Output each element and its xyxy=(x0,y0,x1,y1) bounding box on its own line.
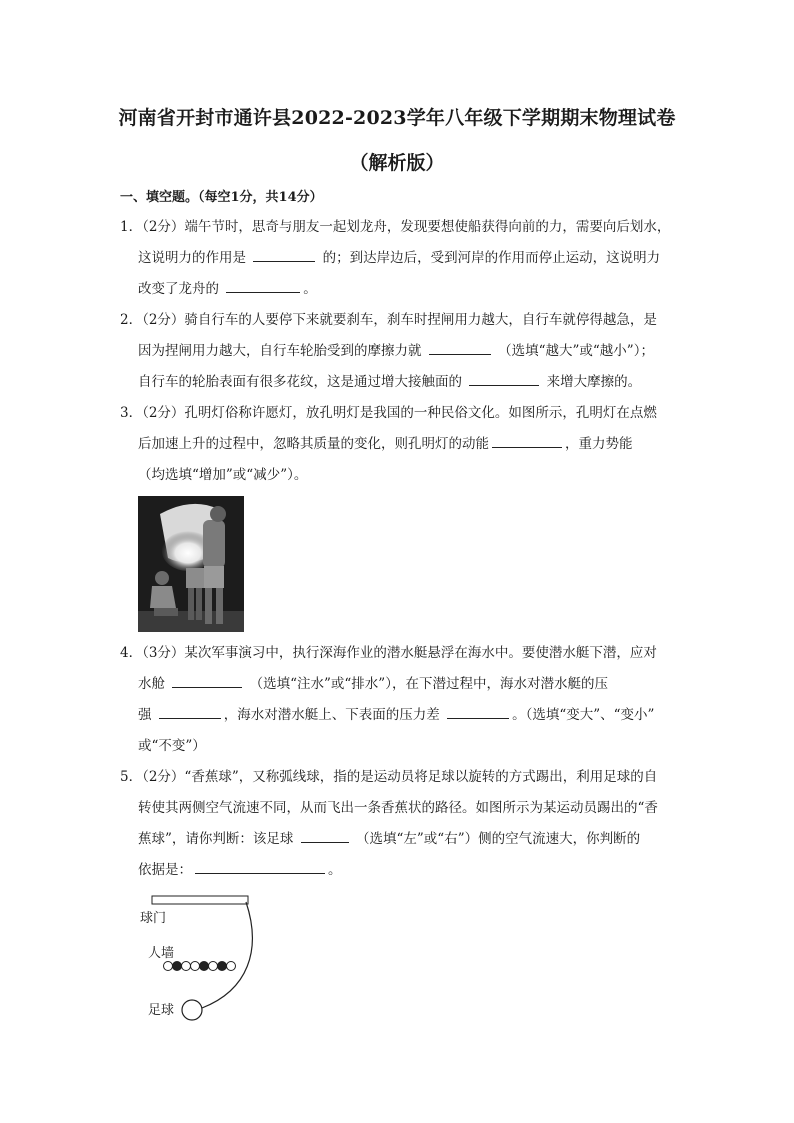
answer-blank[interactable] xyxy=(226,279,300,293)
question-text: 来增大摩擦的。 xyxy=(546,374,642,390)
page-title: 河南省开封市通许县2022-2023学年八年级下学期期末物理试卷 xyxy=(118,107,676,129)
answer-blank[interactable] xyxy=(469,372,539,386)
question-text: 的；到达岸边后，受到河岸的作用而停止运动，这说明力 xyxy=(322,250,661,266)
question-4 xyxy=(120,638,680,762)
question-text: 转使其两侧空气流速不同，从而飞出一条香蕉状的路径。如图所示为某运动员踢出的“香 xyxy=(138,800,658,816)
answer-blank[interactable] xyxy=(253,248,315,262)
ball-trajectory xyxy=(202,902,252,1008)
answer-blank[interactable] xyxy=(172,674,242,688)
question-text: （选填“越大”或“越小”）； xyxy=(498,343,654,359)
question-text: 。（选填“变大”、“变小” xyxy=(512,707,655,723)
question-text: 4．（3分）某次军事演习中，执行深海作业的潜水艇悬浮在海水中。要使潜水艇下潜，应对 xyxy=(120,645,657,661)
question-text: 依据是： xyxy=(138,862,192,878)
answer-blank[interactable] xyxy=(429,341,491,355)
question-text: 这说明力的作用是 xyxy=(138,250,246,266)
section-heading: 一、填空题。（每空1分，共14分） xyxy=(120,190,323,205)
question-2 xyxy=(120,305,680,398)
football-icon xyxy=(182,1000,202,1020)
question-text: ，海水对潜水艇上、下表面的压力差 xyxy=(223,707,440,723)
question-text: （选填“左”或“右”）侧的空气流速大，你判断的 xyxy=(356,831,641,847)
answer-blank[interactable] xyxy=(195,860,325,874)
question-5 xyxy=(120,762,680,886)
answer-blank[interactable] xyxy=(159,705,221,719)
question-text: 自行车的轮胎表面有很多花纹，这是通过增大接触面的 xyxy=(138,374,462,390)
question-text: （均选填“增加”或“减少”）。 xyxy=(138,467,308,483)
question-text: 因为捏闸用力越大，自行车轮胎受到的摩擦力就 xyxy=(138,343,422,359)
answer-blank[interactable] xyxy=(301,829,349,843)
goal-shape xyxy=(152,896,248,904)
question-text: （选填“注水”或“排水”），在下潜过程中，海水对潜水艇的压 xyxy=(249,676,608,692)
answer-blank[interactable] xyxy=(492,434,562,448)
question-text: 5．（2分）“香蕉球”，又称弧线球，指的是运动员将足球以旋转的方式踢出，利用足球的自 xyxy=(120,769,658,785)
question-text: 或“不变”） xyxy=(138,738,206,754)
human-wall xyxy=(164,962,236,971)
question-text: 水舱 xyxy=(138,676,165,692)
question-text: 后加速上升的过程中，忽略其质量的变化，则孔明灯的动能 xyxy=(138,436,489,452)
page-subtitle: （解析版） xyxy=(349,152,445,174)
wall-label: 人墙 xyxy=(148,946,175,961)
question-text: 强 xyxy=(138,707,152,723)
question-text: 蕉球”，请你判断：该足球 xyxy=(138,831,294,847)
banana-kick-diagram xyxy=(130,890,270,1030)
sky-lantern-image xyxy=(138,496,244,632)
question-text: 2．（2分）骑自行车的人要停下来就要刹车，刹车时捏闸用力越大，自行车就停得越急，是 xyxy=(120,312,657,328)
question-text: 1．（2分）端午节时，思奇与朋友一起划龙舟，发现要想使船获得向前的力，需要向后划水， xyxy=(120,219,671,235)
question-1 xyxy=(120,212,680,305)
question-text: 改变了龙舟的 xyxy=(138,281,219,297)
goal-label: 球门 xyxy=(140,911,167,926)
ball-label: 足球 xyxy=(148,1003,175,1018)
question-text: 3．（2分）孔明灯俗称许愿灯，放孔明灯是我国的一种民俗文化。如图所示，孔明灯在点燃 xyxy=(120,405,657,421)
question-3 xyxy=(120,398,680,491)
answer-blank[interactable] xyxy=(447,705,509,719)
sky-lantern-photo xyxy=(138,496,244,632)
question-text: 。 xyxy=(328,862,342,878)
question-text: ，重力势能 xyxy=(565,436,633,452)
question-text: 。 xyxy=(303,281,317,297)
